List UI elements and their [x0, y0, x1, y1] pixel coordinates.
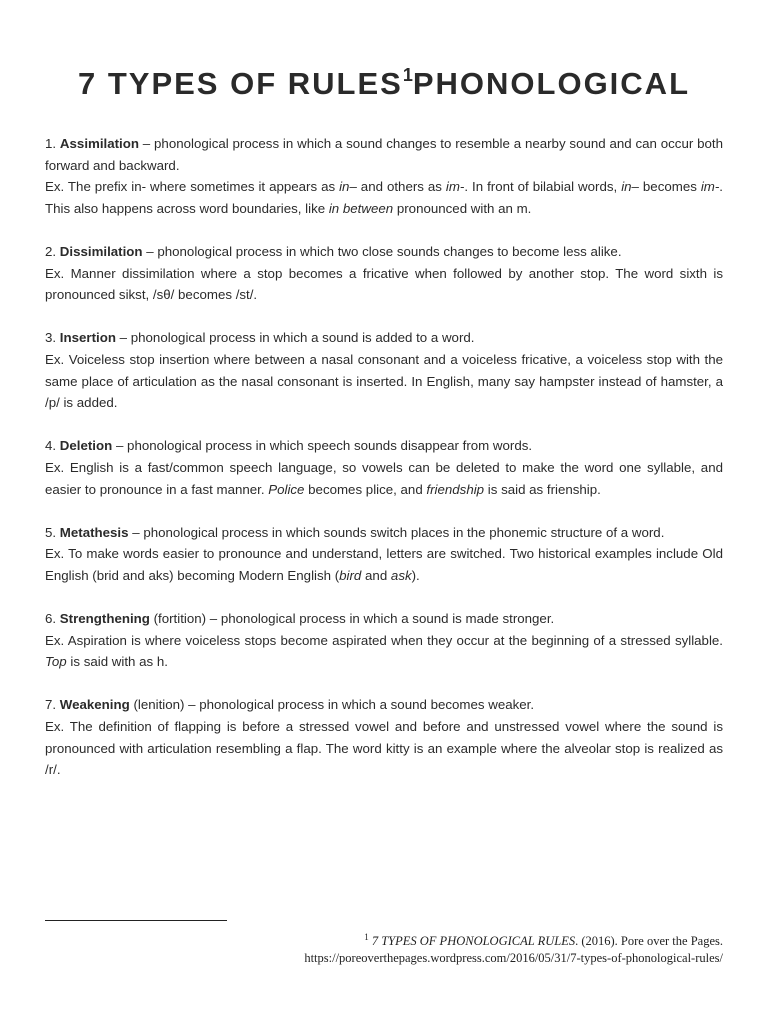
rule-item — [45, 133, 723, 219]
example-text: Ex. English is a fast/common speech language, so vowels can be deleted to make the word one syllable, and easier to pronounce in a fast manner. — [45, 459, 723, 497]
rules-list — [45, 133, 723, 802]
example-italic-term: im- — [445, 179, 465, 195]
rule-example — [45, 543, 723, 586]
rule-term: Metathesis — [59, 524, 129, 540]
example-italic-term: in — [339, 179, 350, 195]
rule-definition — [45, 522, 723, 544]
rule-number: 2. — [45, 243, 60, 259]
title-text: 7 TYPES OF RULES — [77, 65, 403, 101]
example-italic-term: ask — [390, 567, 412, 583]
rule-item — [45, 694, 723, 780]
page-title — [0, 65, 768, 102]
rule-definition-text: – phonological process in which sounds switch places in the phonemic structure of a word. — [128, 524, 665, 540]
example-italic-term: im- — [700, 179, 720, 195]
rule-definition-text: – phonological process in which speech sounds disappear from words. — [112, 438, 533, 454]
rule-definition-text: – phonological process in which two close sounds changes to become less alike. — [142, 243, 622, 259]
footnote-divider — [45, 920, 227, 921]
footnote-url[interactable]: https://poreoverthepages.wordpress.com/2016/05/31/7-types-of-phonological-rules/ — [304, 951, 723, 965]
rule-number: 6. — [45, 611, 60, 627]
rule-item — [45, 608, 723, 673]
example-text: . In front of bilabial words, — [464, 179, 622, 195]
rule-definition — [45, 694, 723, 716]
example-italic-term: Top — [45, 654, 67, 670]
example-text: . This also happens across word boundaries, like — [45, 179, 723, 216]
rule-definition-text: – phonological process in which a sound becomes weaker. — [184, 697, 535, 713]
rule-example — [45, 630, 723, 673]
rule-item — [45, 327, 723, 413]
rule-definition-text: – phonological process in which a sound is made stronger. — [206, 611, 555, 627]
title-text-2: PHONOLOGICAL — [412, 65, 691, 101]
rule-definition-text: – phonological process in which a sound is added to a word. — [115, 330, 475, 346]
rule-item — [45, 522, 723, 587]
example-italic-term: in — [621, 179, 632, 195]
example-text: Ex. Manner dissimilation where a stop becomes a fricative when followed by another stop. The word sixth is pronounced sikst, /sθ/ becomes /st/. — [45, 265, 723, 303]
rule-term: Insertion — [59, 330, 116, 346]
rule-definition — [45, 608, 723, 630]
example-text: Ex. Voiceless stop insertion where between a nasal consonant and a voiceless fricative, a voiceless stop with the same place of articulation as the nasal consonant is inserted. In English, many say hampster instead of hamster, a /p/ is added. — [45, 351, 723, 411]
rule-number: 7. — [45, 697, 60, 713]
footnote-mark: 1 — [364, 932, 369, 942]
example-italic-term: friendship — [426, 481, 485, 497]
rule-term: Strengthening — [59, 611, 150, 627]
rule-number: 4. — [45, 438, 60, 454]
example-text: Ex. Aspiration is where voiceless stops become aspirated when they occur at the beginning of a stressed syllable. — [45, 632, 723, 648]
example-italic-term: bird — [339, 567, 362, 583]
rule-qualifier: (lenition) — [129, 697, 185, 713]
title-footnote-mark: 1 — [402, 64, 413, 85]
rule-definition-text: – phonological process in which a sound changes to resemble a nearby sound and can occur both forward and backward. — [45, 136, 723, 173]
rule-example — [45, 349, 723, 414]
example-text: is said as frienship. — [484, 481, 601, 497]
example-text: pronounced with an m. — [393, 200, 532, 216]
example-text: – becomes — [631, 179, 701, 195]
rule-item — [45, 241, 723, 306]
rule-example — [45, 176, 723, 219]
rule-definition — [45, 241, 723, 263]
example-text: is said with as h. — [66, 654, 168, 670]
rule-number: 1. — [45, 136, 60, 151]
example-text: Ex. The prefix in- where sometimes it appears as — [45, 179, 340, 195]
rule-term: Dissimilation — [59, 243, 143, 259]
rule-definition — [45, 133, 723, 176]
rule-example — [45, 457, 723, 500]
example-italic-term: Police — [268, 481, 305, 497]
footnote — [43, 929, 723, 967]
rule-number: 5. — [45, 524, 60, 540]
rule-item — [45, 435, 723, 500]
example-text: and — [361, 567, 391, 583]
example-italic-term: in between — [328, 200, 394, 216]
rule-term: Assimilation — [59, 136, 139, 151]
rule-term: Weakening — [59, 697, 130, 713]
example-text: ). — [411, 567, 420, 583]
footnote-source-details: . (2016). Pore over the Pages. — [575, 934, 723, 948]
example-text: Ex. The definition of flapping is before a stressed vowel and before and unstressed vowel where the sound is pronounced with articulation resembling a flap. The word kitty is an example where the alveolar stop is realized as /r/. — [45, 719, 723, 778]
rule-example — [45, 263, 723, 306]
rule-term: Deletion — [59, 438, 113, 454]
example-text: becomes plice, and — [304, 481, 427, 497]
example-text: Ex. To make words easier to pronounce and understand, letters are switched. Two historical examples include Old English (brid and aks) becoming Modern English ( — [45, 546, 723, 583]
rule-definition — [45, 327, 723, 349]
footnote-source-title: 7 TYPES OF PHONOLOGICAL RULES — [371, 934, 576, 948]
rule-number: 3. — [45, 330, 60, 346]
example-text: – and others as — [349, 179, 446, 195]
footnote-citation — [43, 929, 723, 950]
rule-qualifier: (fortition) — [149, 611, 207, 627]
rule-example — [45, 716, 723, 781]
rule-definition — [45, 435, 723, 457]
